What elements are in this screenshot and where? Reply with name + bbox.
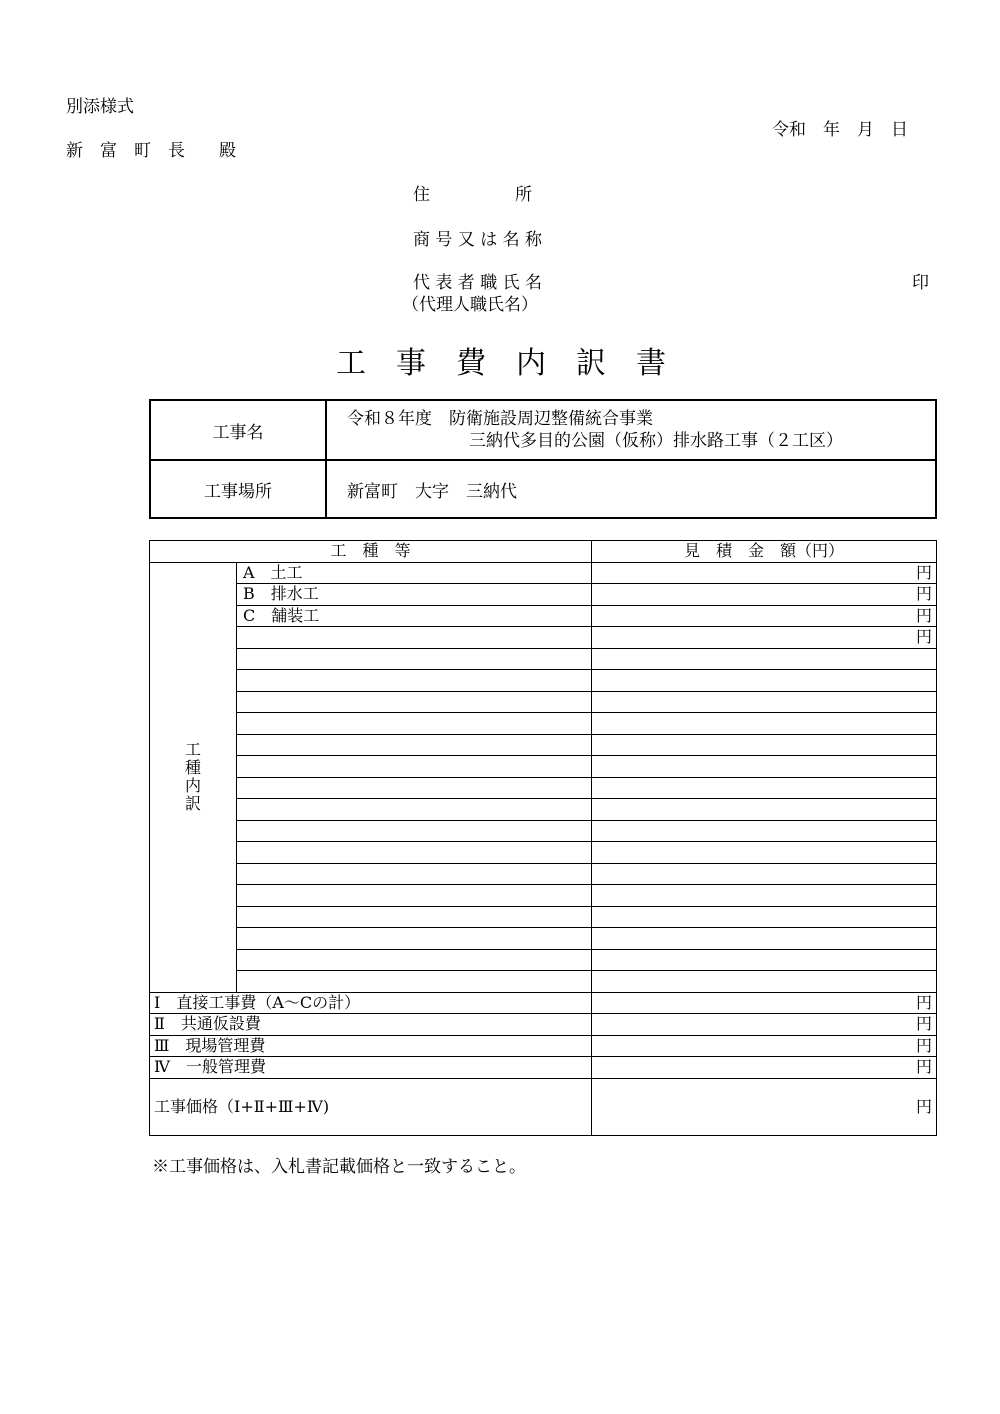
subtotal-label: Ⅱ 共通仮設費 [150,1014,592,1036]
item-amount-cell: 円 [592,627,937,649]
subtotal-row [150,992,937,1014]
item-amount-cell [592,906,937,928]
item-amount-cell [592,713,937,735]
representative-label: 代 表 者 職 氏 名 [413,273,543,293]
item-amount-cell [592,885,937,907]
item-name-cell [237,756,592,778]
subtotal-row [150,1057,937,1079]
subtotal-amount-cell: 円 [592,1014,937,1036]
subtotal-label: Ⅰ 直接工事費（A～Cの計） [150,992,592,1014]
subtotal-row [150,1035,937,1057]
vertical-char: 工 [184,740,201,759]
vertical-char: 種 [184,758,201,777]
project-name-label: 工事名 [150,400,326,460]
construction-price-amount-cell: 円 [592,1078,937,1135]
vertical-char: 内 [184,776,201,795]
item-name-cell [237,734,592,756]
footnote: ※工事価格は、入札書記載価格と一致すること。 [152,1157,526,1177]
subtotal-label: Ⅲ 現場管理費 [150,1035,592,1057]
item-row [150,605,937,627]
project-name-line2: 三納代多目的公園（仮称）排水路工事（２工区） [469,431,843,451]
item-amount-cell [592,949,937,971]
header-work-type: 工 種 等 [150,541,592,563]
project-location-label: 工事場所 [150,460,326,518]
item-amount-cell [592,842,937,864]
subtotal-row [150,1014,937,1036]
item-amount-cell: 円 [592,562,937,584]
item-row [150,648,937,670]
item-amount-cell [592,648,937,670]
item-name-cell [237,863,592,885]
item-row [150,627,937,649]
address-label: 住 所 [413,185,532,205]
subtotal-amount-cell: 円 [592,1057,937,1079]
item-name-cell [237,713,592,735]
item-name-cell [237,820,592,842]
item-row [150,670,937,692]
agent-label: （代理人職氏名） [402,295,538,315]
construction-price-label: 工事価格（Ⅰ+Ⅱ+Ⅲ+Ⅳ) [150,1078,592,1135]
item-amount-cell [592,799,937,821]
item-name-cell [237,906,592,928]
subtotal-label: Ⅳ 一般管理費 [150,1057,592,1079]
item-row [150,691,937,713]
item-name-cell: C 舗装工 [237,605,592,627]
item-name-cell [237,691,592,713]
item-row [150,820,937,842]
item-name-cell [237,928,592,950]
item-name-cell [237,971,592,993]
item-amount-cell [592,863,937,885]
item-row [150,863,937,885]
item-row [150,885,937,907]
item-amount-cell: 円 [592,605,937,627]
project-location-value: 新富町 大字 三納代 [326,460,936,518]
item-row [150,713,937,735]
vertical-char: 訳 [184,794,201,813]
item-row [150,734,937,756]
item-row [150,949,937,971]
project-info-table [149,399,937,519]
vertical-category-label [150,562,237,992]
item-row [150,906,937,928]
item-amount-cell [592,971,937,993]
item-amount-cell [592,820,937,842]
item-name-cell [237,799,592,821]
item-name-cell [237,648,592,670]
item-name-cell [237,885,592,907]
document-title: 工 事 費 内 訳 書 [336,346,666,381]
subtotal-amount-cell: 円 [592,1035,937,1057]
item-name-cell: A 土工 [237,562,592,584]
item-row [150,842,937,864]
subtotal-amount-cell: 円 [592,992,937,1014]
company-label: 商 号 又 は 名 称 [413,230,543,250]
item-row [150,799,937,821]
item-amount-cell [592,670,937,692]
item-amount-cell [592,734,937,756]
project-name-cell [326,400,936,460]
item-row [150,971,937,993]
item-row [150,777,937,799]
item-amount-cell [592,928,937,950]
item-amount-cell [592,756,937,778]
project-name-line1: 令和８年度 防衛施設周辺整備統合事業 [347,409,653,429]
item-row [150,584,937,606]
date-line: 令和 年 月 日 [772,120,908,140]
item-name-cell [237,949,592,971]
item-name-cell [237,627,592,649]
addressee: 新 富 町 長 殿 [66,141,236,161]
item-name-cell [237,670,592,692]
item-name-cell: B 排水工 [237,584,592,606]
seal-mark: 印 [912,273,929,293]
item-amount-cell: 円 [592,584,937,606]
item-name-cell [237,777,592,799]
header-estimate-amount: 見 積 金 額（円） [592,541,937,563]
item-name-cell [237,842,592,864]
form-label: 別添様式 [66,97,134,117]
item-amount-cell [592,777,937,799]
construction-price-row [150,1078,937,1135]
cost-breakdown-table [149,540,937,1136]
item-row [150,928,937,950]
item-row [150,756,937,778]
item-row [150,562,937,584]
item-amount-cell [592,691,937,713]
